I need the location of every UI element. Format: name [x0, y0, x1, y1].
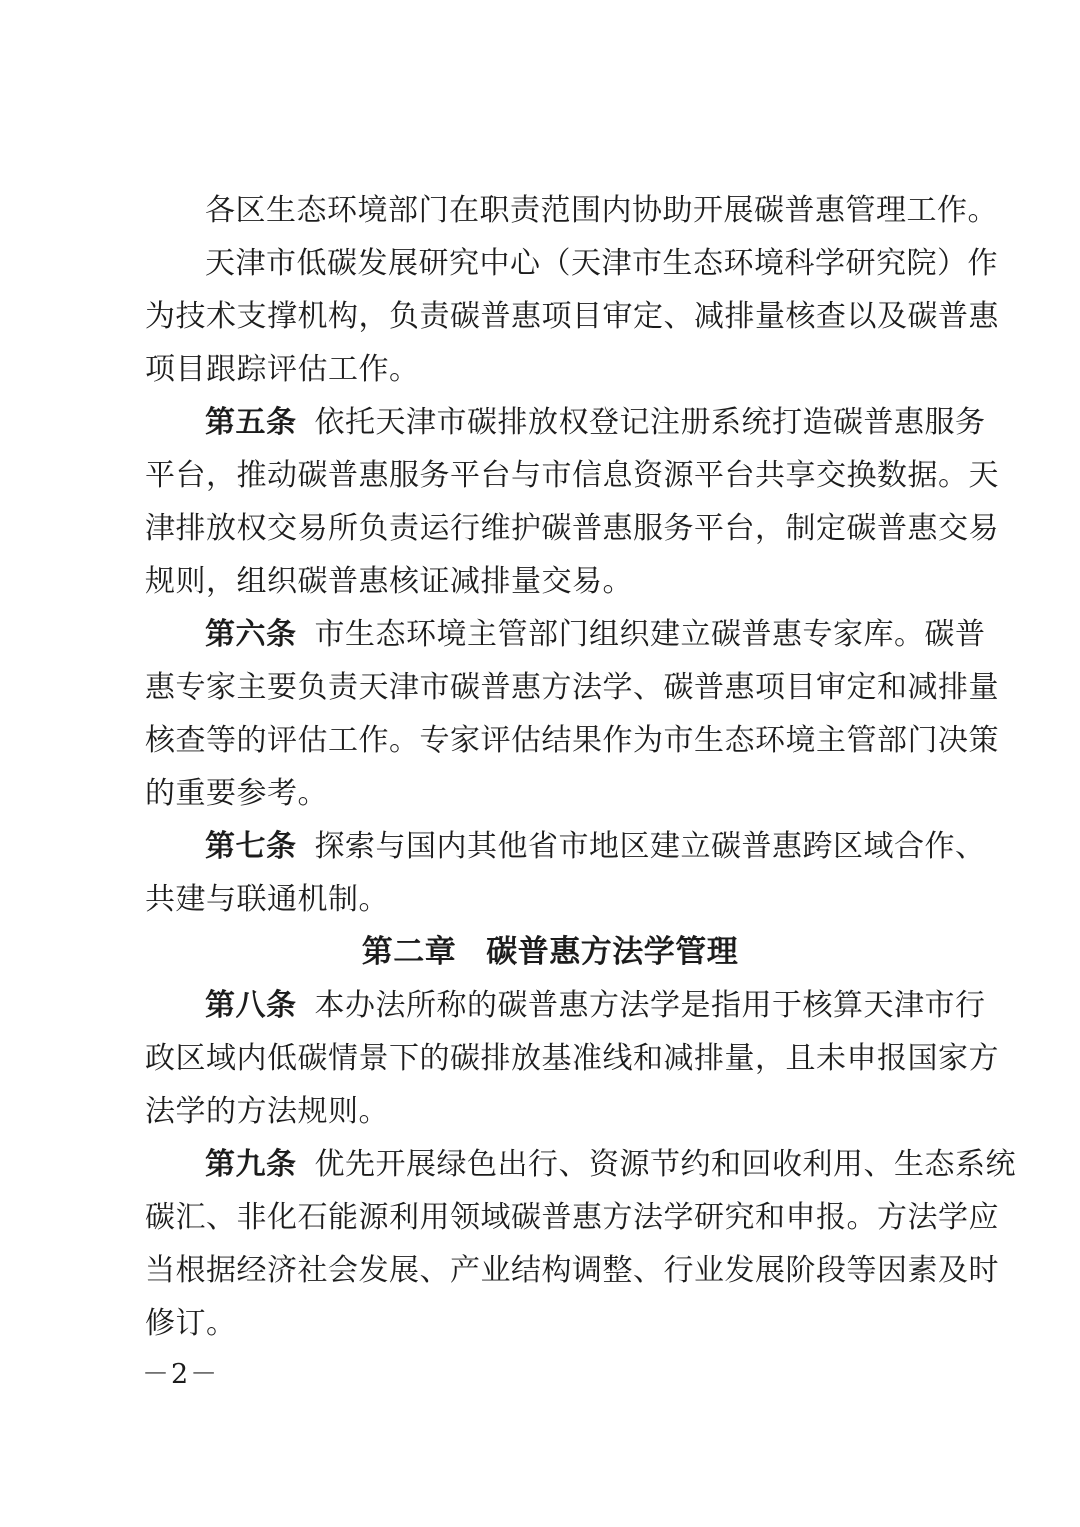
line-text: 当根据经济社会发展、产业结构调整、行业发展阶段等因素及时: [145, 1253, 999, 1288]
text-line: [145, 290, 999, 343]
line-text: 规则，组织碳普惠核证减排量交易。: [145, 564, 633, 599]
line-text: 各区生态环境部门在职责范围内协助开展碳普惠管理工作。: [205, 193, 998, 228]
text-line: [145, 555, 955, 608]
line-text: 的重要参考。: [145, 776, 328, 811]
page-number: －2－: [142, 1359, 220, 1390]
line-text: 平台，推动碳普惠服务平台与市信息资源平台共享交换数据。天: [145, 458, 999, 493]
text-line: [145, 1032, 999, 1085]
line-text: 惠专家主要负责天津市碳普惠方法学、碳普惠项目审定和减排量: [145, 670, 999, 705]
line-text: 依托天津市碳排放权登记注册系统打造碳普惠服务: [314, 405, 986, 440]
line-text: 优先开展绿色出行、资源节约和回收利用、生态系统: [314, 1147, 1016, 1182]
chapter-heading: [145, 926, 955, 979]
line-text: 碳汇、非化石能源利用领域碳普惠方法学研究和申报。方法学应: [145, 1200, 999, 1235]
text-line: [145, 502, 999, 555]
line-text: 为技术支撑机构，负责碳普惠项目审定、减排量核查以及碳普惠: [145, 299, 999, 334]
text-line: [145, 449, 999, 502]
chapter-title: 碳普惠方法学管理: [486, 934, 739, 970]
line-text: 核查等的评估工作。专家评估结果作为市生态环境主管部门决策: [145, 723, 999, 758]
article-number: 第八条: [205, 988, 297, 1023]
line-text: 市生态环境主管部门组织建立碳普惠专家库。碳普: [314, 617, 986, 652]
article-number: 第六条: [205, 617, 297, 652]
text-line: [145, 1085, 955, 1138]
line-text: 本办法所称的碳普惠方法学是指用于核算天津市行: [314, 988, 986, 1023]
text-line: [145, 1244, 999, 1297]
article-7-line: [145, 820, 986, 873]
text-line: [145, 343, 955, 396]
chapter-number: 第二章: [361, 934, 457, 970]
text-line: [145, 1297, 955, 1350]
text-line: [145, 661, 999, 714]
text-line: [145, 1191, 999, 1244]
line-text: 津排放权交易所负责运行维护碳普惠服务平台，制定碳普惠交易: [145, 511, 999, 546]
article-9-line: [145, 1138, 1016, 1191]
line-text: 项目跟踪评估工作。: [145, 352, 420, 387]
article-5-line: [145, 396, 986, 449]
text-line: [145, 184, 998, 237]
text-line: [145, 714, 999, 767]
article-8-line: [145, 979, 986, 1032]
article-number: 第九条: [205, 1147, 297, 1182]
line-text: 探索与国内其他省市地区建立碳普惠跨区域合作、: [314, 829, 986, 864]
text-line: [145, 873, 955, 926]
article-number: 第五条: [205, 405, 297, 440]
text-line: [145, 767, 955, 820]
line-text: 法学的方法规则。: [145, 1094, 389, 1129]
line-text: 政区域内低碳情景下的碳排放基准线和减排量，且未申报国家方: [145, 1041, 999, 1076]
line-text: 天津市低碳发展研究中心（天津市生态环境科学研究院）作: [205, 246, 998, 281]
line-text: 共建与联通机制。: [145, 882, 389, 917]
article-number: 第七条: [205, 829, 297, 864]
line-text: 修订。: [145, 1306, 237, 1341]
document-body: [145, 184, 1016, 1350]
article-6-line: [145, 608, 986, 661]
text-line: [145, 237, 998, 290]
